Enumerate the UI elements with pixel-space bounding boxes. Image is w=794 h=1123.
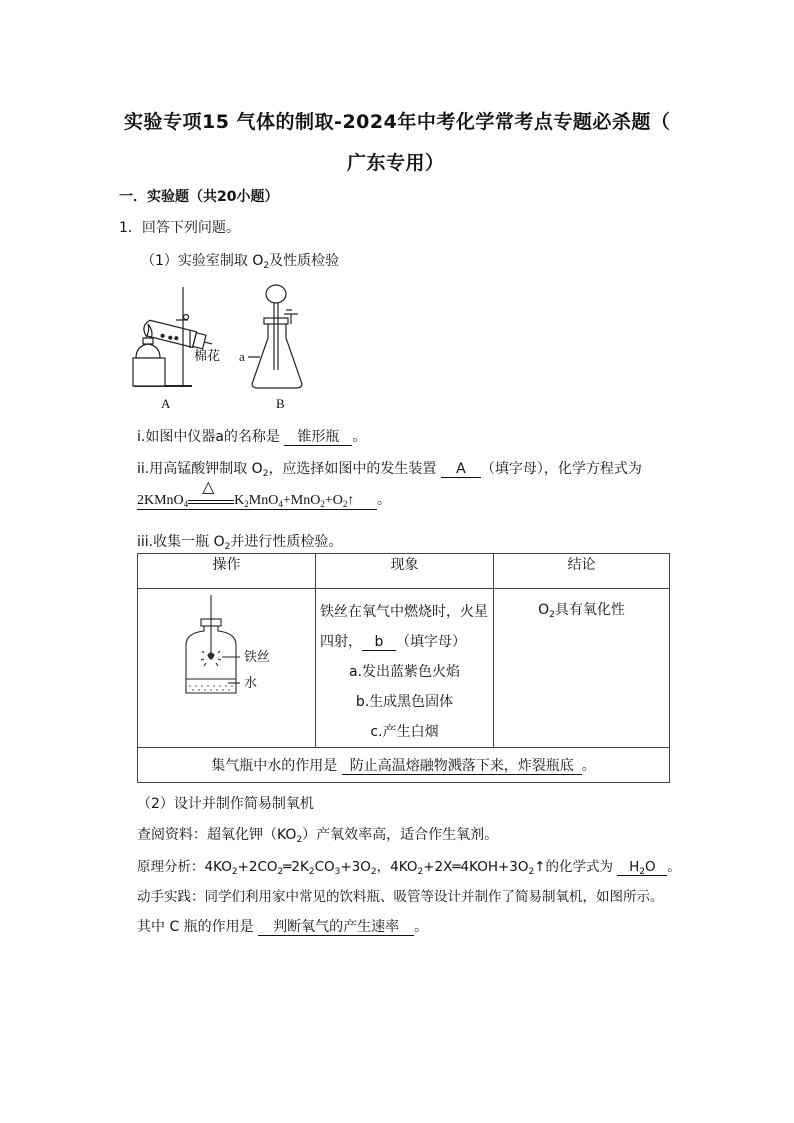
header-conclusion: 结论: [494, 554, 670, 589]
option-c: c.产生白烟: [370, 724, 439, 740]
part2-title: （2）设计并制作简易制氧机: [137, 796, 314, 812]
experiment-table: [137, 553, 670, 783]
water-label: 水: [244, 676, 258, 691]
question-iii: iii.收集一瓶 $O_2$并进行性质检验。: [137, 534, 343, 552]
question-i: i.如图中仪器a的名称是 锥形瓶 。: [137, 429, 367, 445]
label-B: B: [276, 396, 285, 411]
doc-title-line1: 实验专项15 气体的制取-2024年中考化学常考点专题必杀题（: [124, 111, 671, 133]
conclusion-cell: $O_2$具有氧化性: [494, 589, 670, 748]
footer-cell: 集气瓶中水的作用是 防止高温熔融物溅落下来，炸裂瓶底 。: [138, 748, 670, 783]
answer-bottle-c: 判断氧气的产生速率: [258, 919, 414, 936]
info-text: 查阅资料：超氧化钾$(KO_2)$产氧效率高，适合作生氧剂。: [137, 827, 499, 845]
answer-phenomenon: b: [362, 634, 396, 651]
flask-a-label: a: [239, 349, 245, 364]
question-ii: ii.用高锰酸钾制取 $O_2$，应选择如图中的发生装置 A （填字母），化学方程式为: [137, 461, 642, 479]
section-heading: 一．实验题（共20小题）: [119, 189, 279, 205]
label-A: A: [161, 396, 171, 411]
bottle-c-question: 其中 C 瓶的作用是 判断氧气的产生速率 。: [137, 919, 429, 935]
operation-cell: [138, 589, 316, 748]
answer-ii: A: [441, 461, 481, 478]
header-operation: 操作: [138, 554, 316, 589]
apparatus-figure: [128, 280, 318, 412]
gas-bottle-figure: [178, 593, 288, 703]
delta-symbol: △: [202, 479, 215, 496]
equation: 2KMnO$_4$ △ $K_2MnO_4+MnO_2+O_2↑$ 。: [137, 479, 391, 509]
option-a: a.发出蓝紫色火焰: [348, 664, 461, 680]
answer-i: 锥形瓶: [284, 429, 352, 446]
apparatus-b: [248, 285, 302, 388]
answer-formula: $H_2O$: [617, 859, 667, 876]
header-phenomenon: 现象: [316, 554, 494, 589]
doc-title-line2: 广东专用）: [347, 152, 445, 174]
answer-water-role: 防止高温熔融物溅落下来，炸裂瓶底: [342, 758, 582, 775]
part1-title: （1）实验室制取 $O_2$及性质检验: [141, 253, 340, 271]
cotton-label: 棉花: [194, 349, 221, 364]
wire-label: 铁丝: [244, 650, 271, 665]
principle-text: 原理分析：$4KO_2+2CO_2═2K_2CO_3+3O_2$，$4KO_2+2X═4KOH+3O_2↑$的化学式为 $H_2O$ 。: [137, 859, 681, 877]
option-b: b.生成黑色固体: [355, 694, 454, 710]
apparatus-a: [133, 287, 214, 386]
practice-text: 动手实践：同学们利用家中常见的饮料瓶、吸管等设计并制作了简易制氧机，如图所示。: [137, 889, 664, 905]
question-stem: 1．回答下列问题。: [119, 220, 240, 236]
phenomenon-cell: 铁丝在氧气中燃烧时，火星 四射， b （填字母） a.发出蓝紫色火焰 b.生成黑色固体 c.产生白烟: [316, 589, 494, 748]
